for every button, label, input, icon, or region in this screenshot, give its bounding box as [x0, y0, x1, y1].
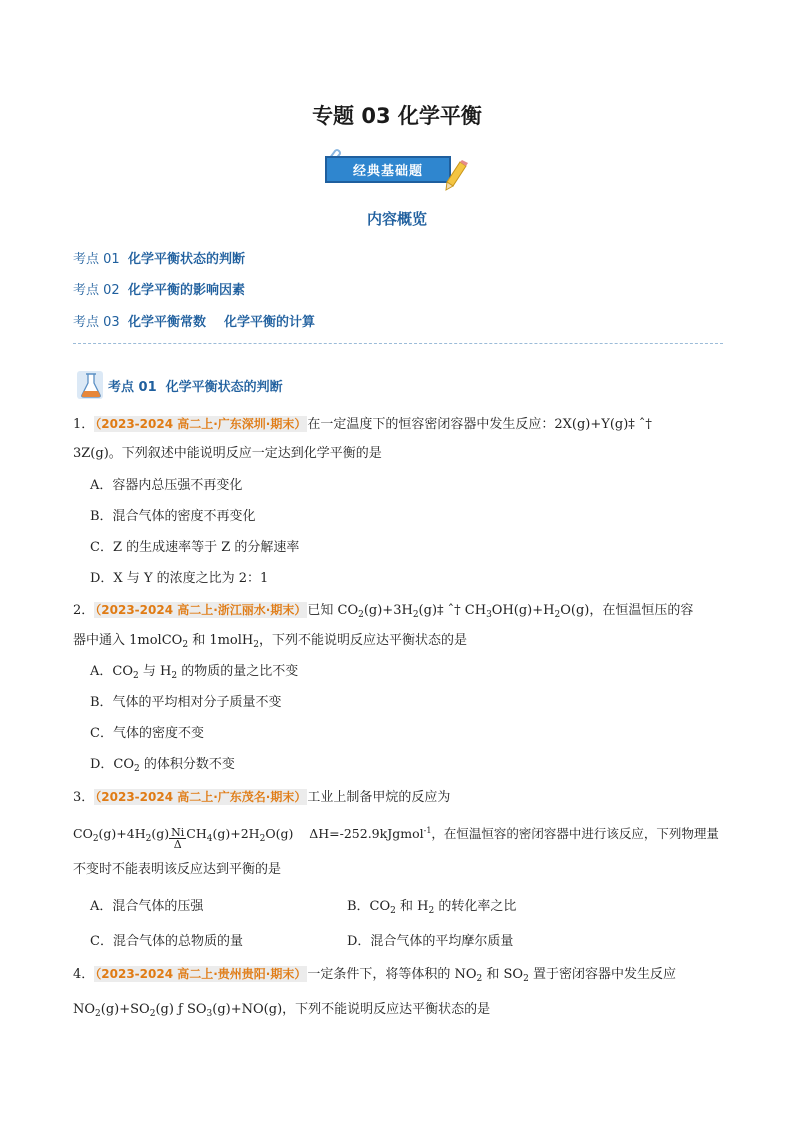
toc-code: 考点 03	[73, 315, 120, 330]
section-banner	[320, 148, 470, 194]
banner-label: 经典基础题	[325, 156, 451, 183]
option-d[interactable]: D．$CO_2$ 的体积分数不变	[90, 757, 235, 774]
option-a[interactable]: A．$CO_2$ 与 $H_2$ 的物质的量之比不变	[90, 664, 299, 681]
source-tag: （2023-2024 高二上·贵州贵阳·期末）	[95, 967, 307, 981]
question-3-cont: 不变时不能表明该反应达到平衡的是	[73, 862, 282, 877]
section-heading	[76, 368, 283, 402]
reaction-condition: $\frac{Ni}{\Delta}$	[171, 826, 185, 851]
toc-text: 化学平衡的影响因素	[127, 283, 245, 298]
toc-item-01[interactable]	[73, 248, 245, 267]
option-a[interactable]: A．容器内总压强不再变化	[90, 478, 243, 493]
option-c[interactable]: C．混合气体的总物质的量	[90, 934, 243, 949]
toc-code: 考点 01	[73, 252, 120, 267]
divider	[73, 343, 723, 344]
question-1-cont: 3Z(g)。下列叙述中能说明反应一定达到化学平衡的是	[73, 446, 382, 461]
question-3-equation: $CO_2(g)+4H_2(g)$ $\frac{Ni}{\Delta}$ $CH_4(g)+2H_2O(g)$ ΔH=-252.9kJgmol$^{-1}$，在恒温恒容的密闭容器中进行该反应，下列物理量	[73, 826, 719, 851]
question-2: 2．（2023-2024 高二上·浙江丽水·期末）已知 $CO_2(g)+3H_2(g)\ddagger$ ˆ† $CH_3OH(g)+H_2O(g)$，在恒温恒压的容	[73, 603, 694, 620]
option-c[interactable]: C．Z 的生成速率等于 Z 的分解速率	[90, 540, 300, 555]
question-3: 3．（2023-2024 高二上·广东茂名·期末）工业上制备甲烷的反应为	[73, 790, 451, 805]
option-b[interactable]: B．混合气体的密度不再变化	[90, 509, 256, 524]
toc-text: 化学平衡常数 化学平衡的计算	[127, 315, 316, 330]
source-tag: （2023-2024 高二上·广东茂名·期末）	[95, 790, 307, 804]
toc-text: 化学平衡状态的判断	[127, 252, 245, 267]
toc-item-03[interactable]	[73, 311, 315, 330]
question-2-cont: 器中通入 1molCO$_2$ 和 1molH$_2$，下列不能说明反应达平衡状态的是	[73, 633, 467, 650]
toc-code: 考点 02	[73, 283, 120, 298]
question-4: 4．（2023-2024 高二上·贵州贵阳·期末）一定条件下，将等体积的 $NO_2$ 和 $SO_2$ 置于密闭容器中发生反应	[73, 967, 676, 984]
question-4-equation: $NO_2(g)+SO_2(g)$ ƒ $SO_3(g)+NO(g)$，下列不能说明反应达平衡状态的是	[73, 1002, 491, 1019]
page-title: 专题 03 化学平衡	[312, 104, 482, 128]
section-label: 考点 01 化学平衡状态的判断	[108, 379, 283, 395]
option-a[interactable]: A．混合气体的压强	[90, 899, 204, 914]
option-d[interactable]: D．X 与 Y 的浓度之比为 2：1	[90, 571, 269, 586]
source-tag: （2023-2024 高二上·浙江丽水·期末）	[95, 603, 307, 617]
option-c[interactable]: C．气体的密度不变	[90, 726, 204, 741]
option-b[interactable]: B．气体的平均相对分子质量不变	[90, 695, 282, 710]
flask-icon	[76, 369, 106, 401]
option-d[interactable]: D．混合气体的平均摩尔质量	[347, 934, 514, 949]
pencil-icon	[444, 160, 470, 192]
toc-item-02[interactable]	[73, 279, 245, 298]
option-b[interactable]: B．$CO_2$ 和 $H_2$ 的转化率之比	[347, 899, 517, 916]
source-tag: （2023-2024 高二上·广东深圳·期末）	[95, 417, 307, 431]
question-1: 1．（2023-2024 高二上·广东深圳·期末）在一定温度下的恒容密闭容器中发生反应：2X(g)+Y(g)‡ ˆ†	[73, 417, 652, 432]
toc-heading: 内容概览	[366, 210, 427, 228]
